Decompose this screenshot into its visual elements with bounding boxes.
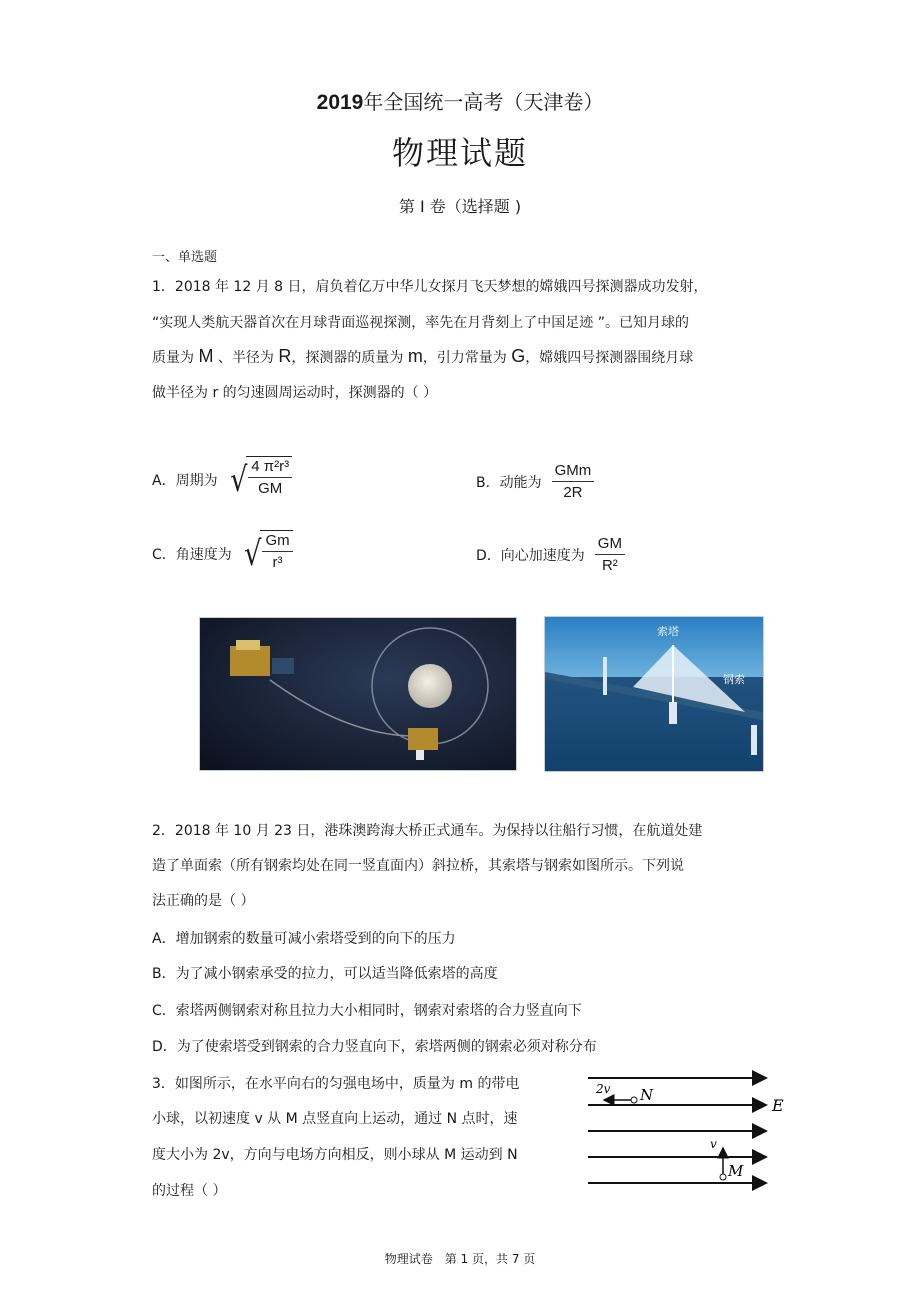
- q1-line-4: 做半径为 r 的匀速圆周运动时，探测器的（ ）: [152, 385, 438, 401]
- q1-line-1: 1．2018 年 12 月 8 日，肩负着亿万中华儿女探月飞天梦想的嫦娥四号探测器成功发射，: [152, 279, 708, 295]
- fraction: $\frac{GM}{\text{R²}}$: [595, 535, 625, 574]
- sqrt-expression: √ $\frac{Gm}{\text{r³}}$: [242, 530, 293, 578]
- var-G: G: [511, 346, 526, 366]
- q1-option-b: B．动能为 $\frac{\text{GMm}}{2R}$: [476, 462, 594, 501]
- q3-line-4: 的过程（ ）: [152, 1183, 227, 1199]
- q1-option-c: C．角速度为 √ $\frac{Gm}{\text{r³}}$: [152, 530, 293, 578]
- q3-line-1: 3．如图所示，在水平向右的匀强电场中，质量为 m 的带电: [152, 1076, 520, 1092]
- point-n: [631, 1097, 637, 1103]
- fraction: $\frac{\text{GMm}}{2R}$: [552, 462, 595, 501]
- q2-option-b: B．为了减小钢索承受的拉力，可以适当降低索塔的高度: [152, 966, 498, 982]
- tower-label: 索塔: [657, 625, 679, 638]
- exam-title-text: 年全国统一高考（天津卷）: [363, 90, 604, 114]
- cable-label: 钢索: [723, 673, 745, 686]
- q1-option-a: A．周期为 √ $\frac{\text{4 π²r³}}{GM}$: [152, 456, 292, 504]
- q3-line-3: 度大小为 2v，方向与电场方向相反，则小球从 M 运动到 N: [152, 1147, 518, 1163]
- q2-option-d: D．为了使索塔受到钢索的合力竖直向下，索塔两侧的钢索必须对称分布: [152, 1039, 597, 1055]
- var-R: R: [278, 346, 292, 366]
- q1-option-d: D．向心加速度为 $\frac{GM}{\text{R²}}$: [476, 535, 625, 574]
- bridge-image: [544, 616, 764, 772]
- svg-text:2v: 2v: [596, 1082, 611, 1096]
- subject-title: 物理试题: [391, 134, 528, 172]
- exam-year: 2019: [316, 91, 364, 114]
- q2-line-3: 法正确的是（ ）: [152, 893, 255, 909]
- var-M: M: [198, 346, 214, 366]
- exam-title: [0, 86, 920, 115]
- q2-line-2: 造了单面索（所有钢索均处在同一竖直面内）斜拉桥，其索塔与钢索如图所示。下列说: [152, 858, 684, 874]
- var-m: m: [407, 346, 423, 366]
- radical-sign: √: [243, 534, 262, 574]
- q2-option-a: A．增加钢索的数量可减小索塔受到的向下的压力: [152, 931, 456, 947]
- point-m: [720, 1174, 726, 1180]
- q1-line-2: “实现人类航天器首次在月球背面巡视探测，率先在月背刻上了中国足迹 ”。已知月球的: [152, 315, 689, 331]
- electric-field-figure: [586, 1068, 796, 1192]
- q2-line-1: 2．2018 年 10 月 23 日，港珠澳跨海大桥正式通车。为保持以往船行习惯，在航道处建: [152, 823, 703, 839]
- section-heading: 一、单选题: [152, 250, 218, 265]
- sqrt-expression: √ $\frac{\text{4 π²r³}}{GM}$: [228, 456, 293, 504]
- q2-option-c: C．索塔两侧钢索对称且拉力大小相同时，钢索对索塔的合力竖直向下: [152, 1003, 582, 1019]
- svg-text:N: N: [640, 1086, 654, 1104]
- radical-sign: √: [229, 460, 248, 500]
- lunar-probe-image: [199, 617, 517, 771]
- page-footer: 物理试卷 第 1 页，共 7 页: [384, 1252, 536, 1266]
- q3-line-2: 小球，以初速度 v 从 M 点竖直向上运动，通过 N 点时，速: [152, 1111, 518, 1127]
- q1-line-3: 质量为 M 、半径为 R，探测器的质量为 m，引力常量为 G，嫦娥四号探测器围绕月球: [152, 346, 694, 366]
- svg-text:M: M: [728, 1162, 744, 1180]
- part-title: 第 I 卷（选择题 ): [398, 197, 522, 216]
- svg-text:E: E: [772, 1096, 784, 1115]
- svg-text:v: v: [710, 1137, 717, 1151]
